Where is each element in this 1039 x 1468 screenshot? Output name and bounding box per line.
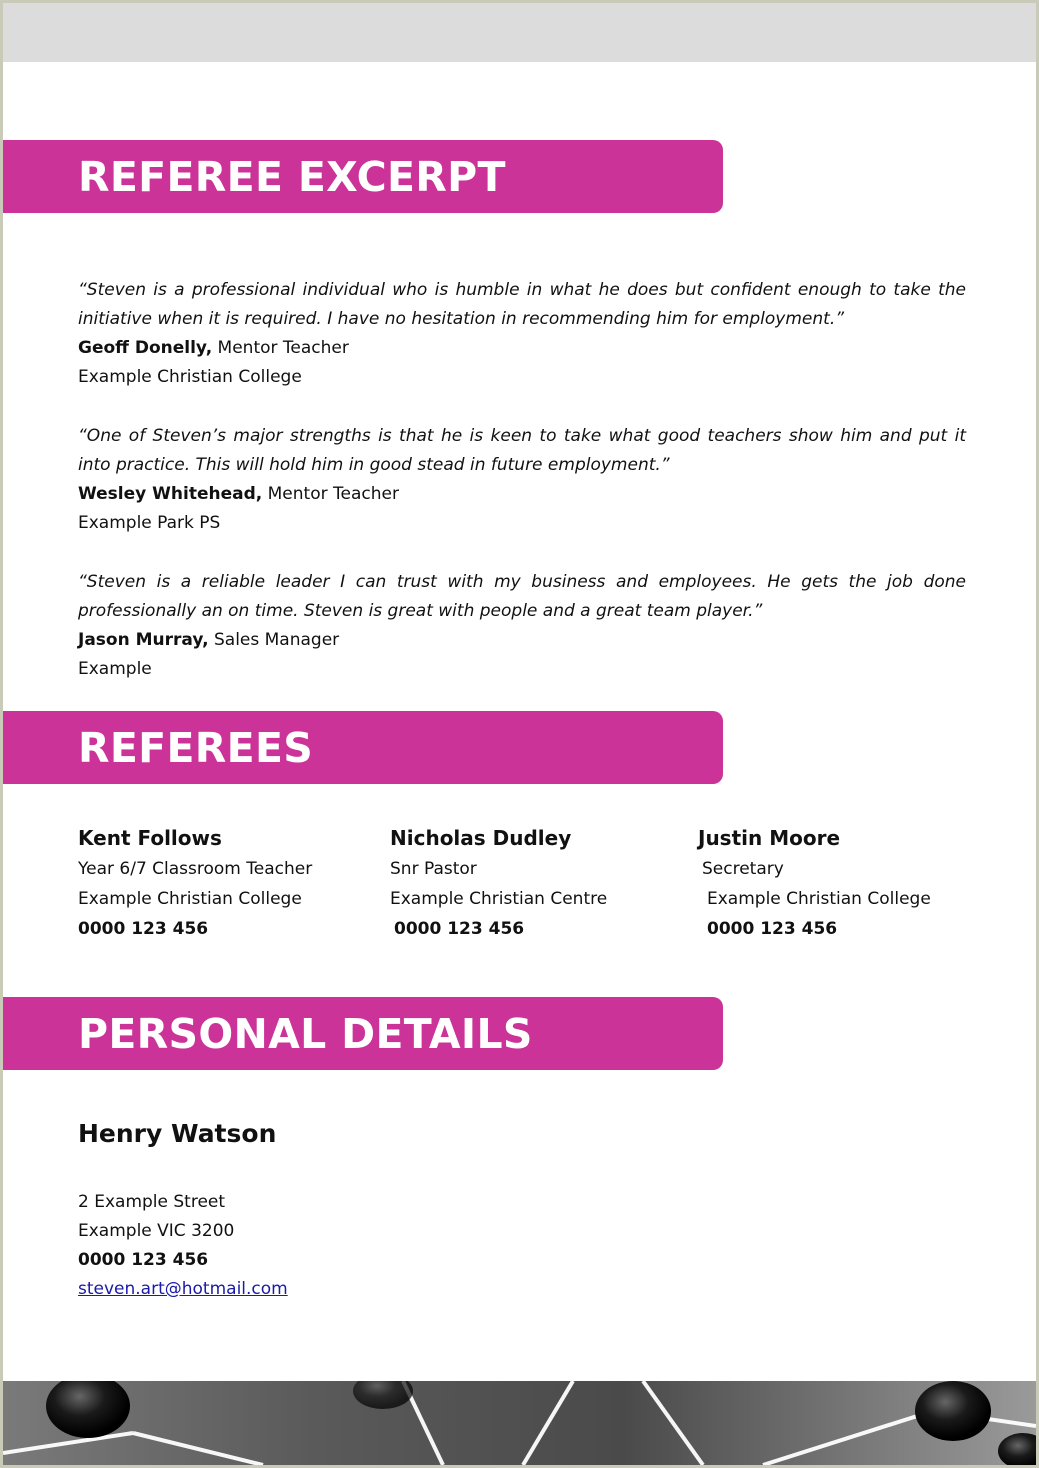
referee-org: Example Christian College <box>707 889 931 909</box>
author-name: Wesley Whitehead, <box>78 484 263 504</box>
author-org: Example Park PS <box>78 513 221 533</box>
resume-page <box>3 3 1036 1465</box>
referee-org: Example Christian Centre <box>390 889 608 909</box>
referee-name: Nicholas Dudley <box>390 826 572 850</box>
referee-phone: 0000 123 456 <box>78 919 209 939</box>
person-name: Henry Watson <box>78 1119 277 1148</box>
excerpt-author <box>78 626 966 655</box>
section-title: PERSONAL DETAILS <box>78 1009 533 1058</box>
referee-title: Secretary <box>702 859 784 879</box>
author-role: Mentor Teacher <box>262 484 399 504</box>
author-role: Sales Manager <box>208 630 340 650</box>
author-org: Example <box>78 659 152 679</box>
referee-card <box>698 823 931 944</box>
footer-network-graphic <box>3 1381 1036 1465</box>
excerpt-quote: “Steven is a reliable leader I can trust with my business and employees. He gets the job done professionally an on time. Steven is great with people and a great team player.” <box>78 572 966 621</box>
referee-phone: 0000 123 456 <box>707 919 838 939</box>
referee-title: Year 6/7 Classroom Teacher <box>78 859 313 879</box>
author-name: Jason Murray, <box>78 630 209 650</box>
street-address: 2 Example Street <box>78 1192 226 1212</box>
excerpt-author <box>78 480 966 509</box>
referee-org: Example Christian College <box>78 889 302 909</box>
author-org: Example Christian College <box>78 367 302 387</box>
excerpt-quote: “Steven is a professional individual who is humble in what he does but confident enough to take the initiative when it is required. I have no hesitation in recommending him for employment.” <box>78 280 966 329</box>
referee-card <box>390 823 607 944</box>
header-band <box>3 3 1036 62</box>
excerpt-block <box>78 568 966 684</box>
phone-number: 0000 123 456 <box>78 1250 209 1270</box>
referee-name: Justin Moore <box>698 826 841 850</box>
author-name: Geoff Donelly, <box>78 338 213 358</box>
email-link[interactable]: steven.art@hotmail.com <box>78 1279 288 1299</box>
referee-name: Kent Follows <box>78 826 222 850</box>
suburb-address: Example VIC 3200 <box>78 1221 235 1241</box>
referee-phone: 0000 123 456 <box>394 919 525 939</box>
referees-banner <box>3 711 723 784</box>
personal-details-banner <box>3 997 723 1070</box>
contact-details <box>78 1188 288 1304</box>
excerpt-quote: “One of Steven’s major strengths is that he is keen to take what good teachers show him and put it into practice. This will hold him in good stead in future employment.” <box>78 426 966 475</box>
section-title: REFEREE EXCERPT <box>78 152 506 201</box>
author-role: Mentor Teacher <box>212 338 349 358</box>
referee-card <box>78 823 312 944</box>
excerpt-block <box>78 422 966 538</box>
referee-excerpt-banner <box>3 140 723 213</box>
excerpt-author <box>78 334 966 363</box>
excerpt-block <box>78 276 966 392</box>
section-title: REFEREES <box>78 723 314 772</box>
referee-title: Snr Pastor <box>390 859 477 879</box>
